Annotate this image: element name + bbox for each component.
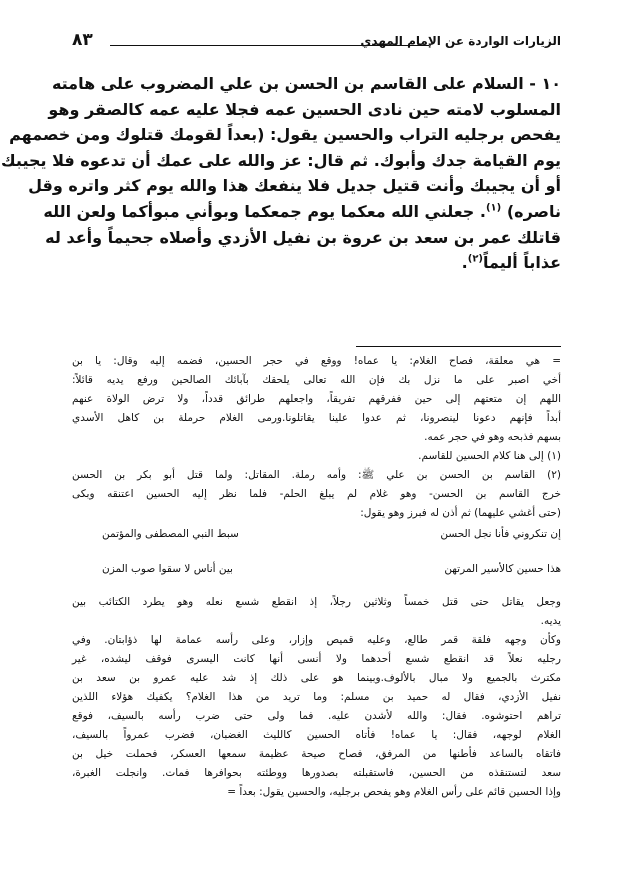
main-line: ١٠ - السلام على القاسم بن الحسن بن علي المضروب على هامته: [51, 74, 561, 93]
verse-hemistich: هذا حسين كالأسير المرتهن: [444, 563, 561, 575]
main-text: [1, 71, 561, 276]
footnote-2-text: القاسم بن الحسن بن علي ﷺ: وأمه رملة. المقاتل: ولما قتل أبو بكر بن الحسن: [72, 469, 536, 481]
footnote-line: الغلام لوجهه، فقال: يا عماه! فأتاه الحسين كالليث الغضبان، فضرب عمرواً بالسيف،: [72, 729, 561, 741]
footnote-line: بسهم فذبحه وهو في حجر عمه.: [424, 431, 561, 443]
footnote-line: أبداً فإنهم دعونا لينصرونا، ثم عدوا علينا يقاتلونا.ورمى الغلام حرملة بن كاهل الأسدي: [72, 412, 561, 424]
verse-line: [72, 563, 561, 593]
verse-hemistich: إن تنكروني فأنا نجل الحسن: [440, 528, 561, 540]
footnote-2: [72, 466, 561, 485]
footnote-line: تراهم احتوشوه. فقال: والله لأشدن عليه. فما ولى حتى ضرب رأسه بالسيف، فوقع: [72, 710, 561, 722]
footnote-line: نفيل الأزدي، فقال له حميد بن مسلم: وما تريد من هذا الغلام؟ يكفيك هؤلاء اللذين: [72, 691, 561, 703]
footnote-line: = هي معلقة، فصاح الغلام: يا عماه! ووقع في حجر الحسين، فضمه إليه وقال: يا بن: [72, 355, 561, 367]
footnote-line: وجعل يقاتل حتى قتل خمساً وثلاثين رجلاً، إذ انقطع شسع نعله وهو يطرد الكتائب بين: [72, 596, 561, 608]
footnote-line: سعد لتستنقذه من الحسين، فاستقبلته بصدورها ووطئته بحوافرها فمات. وانجلت الغبرة،: [72, 767, 561, 779]
end-dot: .: [461, 253, 468, 273]
footnote-line: وكأن وجهه فلقة قمر طالع، وعليه قميص وإزار، وعلى رأسه عمامة لها ذؤابتان. وفي: [72, 634, 561, 646]
main-line-text: عذاباً أليماً: [483, 253, 561, 273]
main-line-text: . جعلني الله معكما يوم جمعكما وبوأني مبوأكما ولعن الله: [43, 201, 486, 221]
footnote-line: وإذا الحسين قائم على رأس الغلام وهو يفحص برجليه، والحسين يقول: بعداً =: [227, 786, 561, 798]
footnote-line: فاتقاه بالساعد فأطنها من المرفق، فصاح صيحة عظيمة سمعها العسكر، فحملت خيل بن: [72, 748, 561, 760]
main-line: يوم القيامة جدك وأبوك. ثم قال: عز والله على عمك أن تدعوه فلا يجيبك: [1, 150, 561, 170]
footnote-line: (حتى أغشي عليهما) ثم أذن له فبرز وهو يقول:: [360, 507, 561, 519]
footnote-ref-1[interactable]: (١): [485, 202, 502, 214]
verse-hemistich: بين أناس لا سقوا صوب المزن: [102, 563, 233, 575]
verse-line: [72, 528, 561, 558]
main-line: المسلوب لامته حين نادى الحسين عمه فجلا عليه عمه كالصقر وهو: [48, 99, 561, 119]
main-line-text: ناصره): [506, 201, 561, 221]
header-rule: [110, 45, 429, 46]
footnote-ref-2[interactable]: (٢): [467, 253, 483, 265]
footnote-separator: [356, 346, 561, 347]
main-line: قاتلك عمر بن سعد بن عروة بن نفيل الأزدي وأصلاه جحيماً وأعد له: [45, 227, 561, 247]
main-line: [43, 199, 561, 225]
verse-hemistich: سبط النبي المصطفى والمؤتمن: [102, 528, 239, 540]
footnote-line: مكترث بالجميع ولا مبال بالألوف.وبينما هو على ذلك إذ شد عليه عمرو بن سعد بن: [72, 672, 561, 684]
footnote-line: اللهم إن متعتهم إلى حين ففرقهم تفريقاً، واجعلهم طرائق قدداً، ولا ترض الولاة عنهم: [72, 393, 561, 405]
running-title: الزيارات الواردة عن الإمام المهدي: [360, 34, 561, 48]
page-header: [72, 30, 561, 56]
main-line: يفحص برجليه التراب والحسين يقول: (بعداً لقومك قتلوك ومن خصمهم: [9, 125, 561, 145]
main-line: [70, 250, 561, 276]
footnote-line: خرج القاسم بن الحسن- وهو غلام لم يبلغ الحلم- فلما نظر إليه الحسين اعتنقه وبكى: [72, 488, 561, 500]
footnote-line: يديه.: [540, 615, 561, 627]
page-number: ٨٣: [72, 30, 93, 50]
footnotes: [72, 352, 561, 802]
footnote-1: [72, 447, 561, 466]
main-line: أو أن يجيبك وأنت قتيل جديل فلا ينفعك هذا والله يوم كثر واتره وقل: [28, 176, 561, 196]
footnote-1-marker: (١): [547, 450, 561, 462]
footnote-line: رجليه نعلاً قد انقطع شسع أحدهما ولا أنسى أنها كانت اليسرى فوقف ليشده، غير: [72, 653, 561, 665]
footnote-1-text: إلى هنا كلام الحسين للقاسم.: [418, 450, 544, 462]
footnote-line: أخي اصبر على ما نزل بك فإن الله تعالى يلحقك بآبائك الصالحين ورفع يديه قائلاً:: [72, 374, 561, 386]
footnote-2-marker: (٢): [547, 469, 561, 481]
